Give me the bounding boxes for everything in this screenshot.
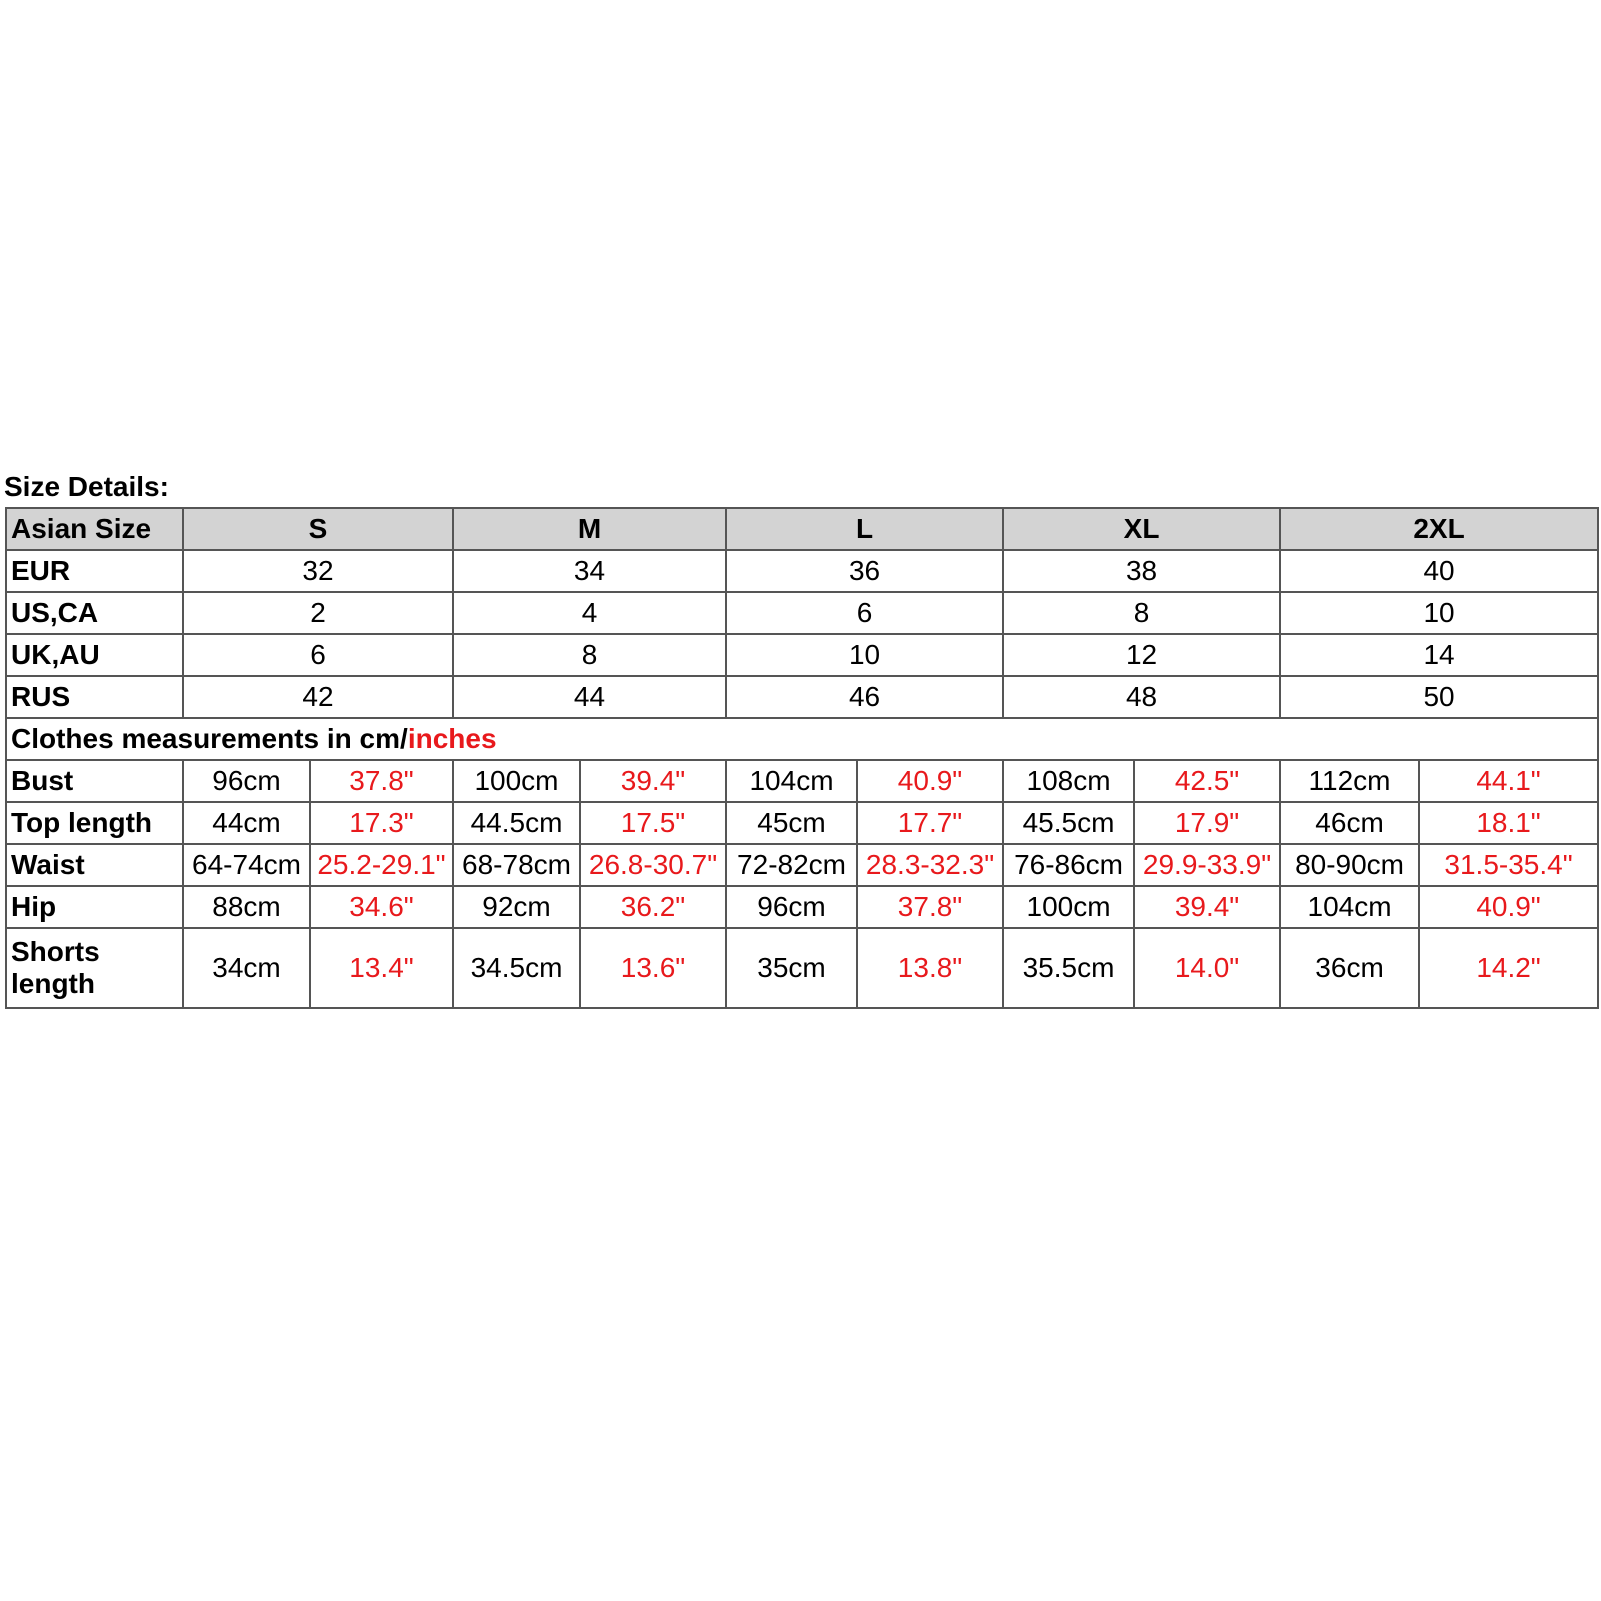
inch-value-cell: 37.8" (310, 760, 453, 802)
inch-value-cell: 26.8-30.7" (580, 844, 726, 886)
conversion-cell: 48 (1003, 676, 1280, 718)
inch-value-cell: 14.0" (1134, 928, 1280, 1008)
page-title: Size Details: (4, 471, 169, 502)
row-label: Bust (6, 760, 183, 802)
conversion-row (6, 676, 1598, 718)
cm-value-cell: 36cm (1280, 928, 1419, 1008)
measurement-row (6, 802, 1598, 844)
conversion-cell: 8 (1003, 592, 1280, 634)
cm-value-cell: 104cm (726, 760, 857, 802)
cm-value-cell: 44cm (183, 802, 310, 844)
inch-value-cell: 14.2" (1419, 928, 1598, 1008)
section-heading (6, 718, 1598, 760)
cm-value-cell: 80-90cm (1280, 844, 1419, 886)
measurement-row (6, 844, 1598, 886)
conversion-cell: 8 (453, 634, 726, 676)
row-label: US,CA (6, 592, 183, 634)
cm-value-cell: 45cm (726, 802, 857, 844)
conversion-cell: 2 (183, 592, 453, 634)
inch-value-cell: 17.7" (857, 802, 1003, 844)
size-header-cell: 2XL (1280, 508, 1598, 550)
size-header-cell: M (453, 508, 726, 550)
row-label: Hip (6, 886, 183, 928)
inch-value-cell: 31.5-35.4" (1419, 844, 1598, 886)
section-heading-highlight: inches (407, 723, 497, 754)
inch-value-cell: 13.6" (580, 928, 726, 1008)
size-chart-table (5, 507, 1599, 1009)
inch-value-cell: 44.1" (1419, 760, 1598, 802)
row-label: UK,AU (6, 634, 183, 676)
measurement-row (6, 760, 1598, 802)
cm-value-cell: 45.5cm (1003, 802, 1134, 844)
cm-value-cell: 96cm (726, 886, 857, 928)
inch-value-cell: 37.8" (857, 886, 1003, 928)
cm-value-cell: 44.5cm (453, 802, 580, 844)
cm-value-cell: 64-74cm (183, 844, 310, 886)
cm-value-cell: 68-78cm (453, 844, 580, 886)
size-header-row (6, 508, 1598, 550)
conversion-cell: 32 (183, 550, 453, 592)
cm-value-cell: 100cm (1003, 886, 1134, 928)
size-header-cell: XL (1003, 508, 1280, 550)
conversion-cell: 50 (1280, 676, 1598, 718)
row-label: Shorts length (6, 928, 183, 1008)
cm-value-cell: 108cm (1003, 760, 1134, 802)
size-chart-body (6, 508, 1598, 1008)
conversion-cell: 6 (726, 592, 1003, 634)
conversion-cell: 42 (183, 676, 453, 718)
section-row (6, 718, 1598, 760)
cm-value-cell: 112cm (1280, 760, 1419, 802)
conversion-cell: 44 (453, 676, 726, 718)
cm-value-cell: 35.5cm (1003, 928, 1134, 1008)
row-label: EUR (6, 550, 183, 592)
row-label: Asian Size (6, 508, 183, 550)
conversion-cell: 10 (726, 634, 1003, 676)
inch-value-cell: 42.5" (1134, 760, 1280, 802)
cm-value-cell: 96cm (183, 760, 310, 802)
inch-value-cell: 18.1" (1419, 802, 1598, 844)
inch-value-cell: 34.6" (310, 886, 453, 928)
cm-value-cell: 88cm (183, 886, 310, 928)
conversion-row (6, 550, 1598, 592)
cm-value-cell: 104cm (1280, 886, 1419, 928)
row-label: RUS (6, 676, 183, 718)
inch-value-cell: 13.8" (857, 928, 1003, 1008)
inch-value-cell: 40.9" (857, 760, 1003, 802)
inch-value-cell: 17.5" (580, 802, 726, 844)
conversion-cell: 40 (1280, 550, 1598, 592)
cm-value-cell: 46cm (1280, 802, 1419, 844)
row-label: Waist (6, 844, 183, 886)
cm-value-cell: 72-82cm (726, 844, 857, 886)
cm-value-cell: 92cm (453, 886, 580, 928)
inch-value-cell: 28.3-32.3" (857, 844, 1003, 886)
size-header-cell: S (183, 508, 453, 550)
conversion-cell: 46 (726, 676, 1003, 718)
conversion-cell: 6 (183, 634, 453, 676)
cm-value-cell: 76-86cm (1003, 844, 1134, 886)
inch-value-cell: 39.4" (1134, 886, 1280, 928)
conversion-row (6, 592, 1598, 634)
inch-value-cell: 29.9-33.9" (1134, 844, 1280, 886)
conversion-row (6, 634, 1598, 676)
cm-value-cell: 34cm (183, 928, 310, 1008)
size-header-cell: L (726, 508, 1003, 550)
section-heading-text: Clothes measurements in cm/ (11, 723, 408, 754)
inch-value-cell: 17.9" (1134, 802, 1280, 844)
conversion-cell: 4 (453, 592, 726, 634)
cm-value-cell: 34.5cm (453, 928, 580, 1008)
inch-value-cell: 40.9" (1419, 886, 1598, 928)
conversion-cell: 10 (1280, 592, 1598, 634)
inch-value-cell: 25.2-29.1" (310, 844, 453, 886)
cm-value-cell: 35cm (726, 928, 857, 1008)
measurement-row (6, 886, 1598, 928)
inch-value-cell: 13.4" (310, 928, 453, 1008)
cm-value-cell: 100cm (453, 760, 580, 802)
row-label: Top length (6, 802, 183, 844)
measurement-row (6, 928, 1598, 1008)
conversion-cell: 14 (1280, 634, 1598, 676)
inch-value-cell: 39.4" (580, 760, 726, 802)
conversion-cell: 34 (453, 550, 726, 592)
conversion-cell: 38 (1003, 550, 1280, 592)
conversion-cell: 12 (1003, 634, 1280, 676)
conversion-cell: 36 (726, 550, 1003, 592)
inch-value-cell: 17.3" (310, 802, 453, 844)
inch-value-cell: 36.2" (580, 886, 726, 928)
